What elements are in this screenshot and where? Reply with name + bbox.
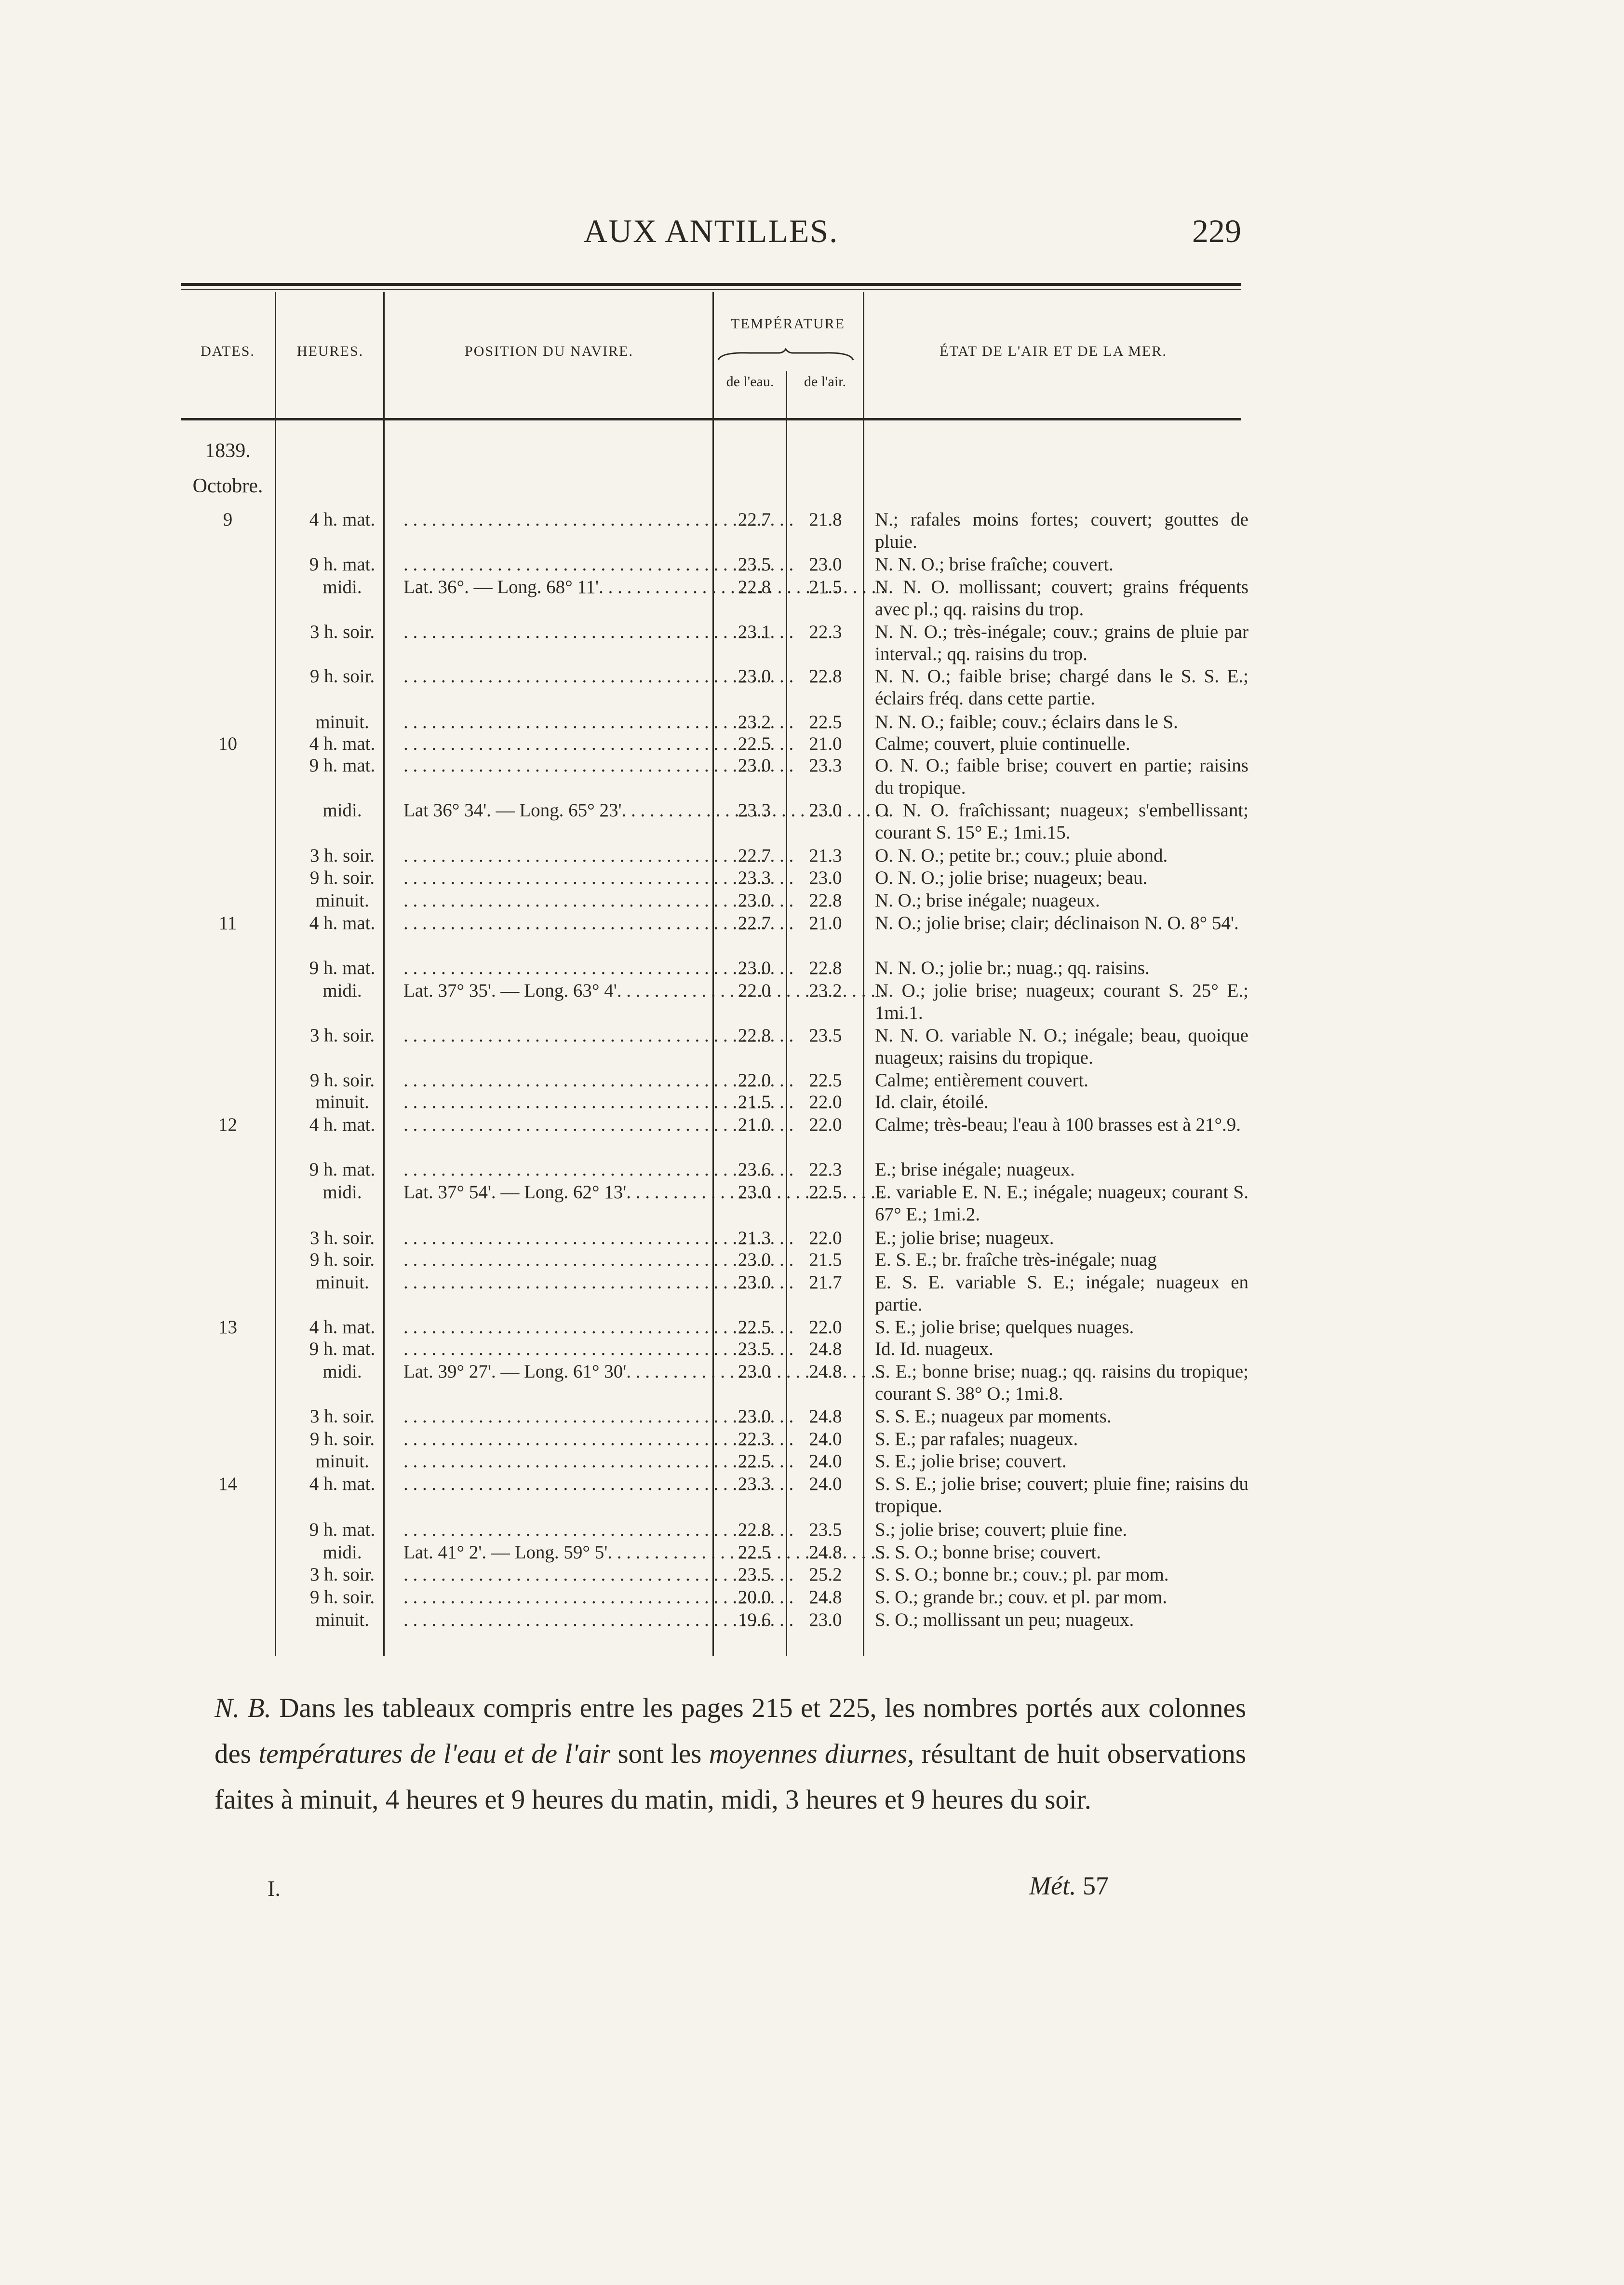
row-conditions: E. variable E. N. E.; inégale; nuageux; courant S. 67° E.; 1mi.2. [875,1182,1248,1225]
row-air-temp: 22.3 [809,1159,842,1180]
row-air-temp: 22.0 [809,1092,842,1112]
row-hour: 9 h. soir. [309,867,375,888]
row-date: 12 [218,1114,237,1135]
row-conditions: S. E.; jolie brise; quelques nuages. [875,1317,1134,1338]
row-conditions: N. N. O. mollissant; couvert; grains fréquents avec pl.; qq. raisins du trop. [875,577,1248,620]
row-water-temp: 22.0 [738,980,771,1001]
row-air-temp: 21.7 [809,1272,842,1293]
header-air: de l'air. [804,374,846,390]
row-conditions: S. S. E.; nuageux par moments. [875,1406,1112,1427]
row-hour: 3 h. soir. [309,1406,375,1427]
row-conditions: O. N. O. fraîchissant; nuageux; s'embellissant; courant S. 15° E.; 1mi.15. [875,800,1248,843]
row-conditions: S. E.; par rafales; nuageux. [875,1429,1078,1449]
header-etat: ÉTAT DE L'AIR ET DE LA MER. [940,343,1167,359]
row-water-temp: 23.2 [738,712,771,732]
row-position: Lat. 36°. — Long. 68° 11'. . . . . . [403,576,890,598]
row-hour: midi. [322,1542,362,1563]
footer-label: Mét. [1029,1871,1076,1900]
row-air-temp: 23.5 [809,1519,842,1540]
row-air-temp: 21.0 [809,913,842,933]
row-water-temp: 22.8 [738,1025,771,1046]
row-water-temp: 23.6 [738,1159,771,1180]
row-hour: 4 h. mat. [309,1474,376,1494]
row-air-temp: 24.8 [809,1361,842,1382]
row-water-temp: 22.7 [738,509,771,530]
row-water-temp: 19.6 [738,1609,771,1630]
row-conditions: E.; brise inégale; nuageux. [875,1159,1075,1180]
page-number: 229 [1192,213,1241,249]
row-position: Lat. 41° 2'. — Long. 59° 5'. . . . . [403,1541,890,1564]
row-air-temp: 22.0 [809,1114,842,1135]
row-hour: 3 h. soir. [309,1564,375,1585]
row-conditions: O. N. O.; jolie brise; nuageux; beau. [875,867,1148,888]
row-hour: minuit. [315,712,369,732]
row-hour: midi. [322,980,362,1001]
column-divider-dates [275,292,276,1656]
row-water-temp: 23.0 [738,890,771,911]
row-conditions: Calme; entièrement couvert. [875,1070,1088,1091]
row-water-temp: 23.0 [738,1182,771,1203]
row-hour: midi. [322,800,362,821]
row-hour: 4 h. mat. [309,1317,376,1338]
temperature-brace [716,348,856,363]
row-water-temp: 23.0 [738,1272,771,1293]
row-hour: 9 h. mat. [309,1339,376,1359]
header-temperature: TEMPÉRATURE [730,316,845,332]
row-air-temp: 21.8 [809,509,842,530]
row-air-temp: 24.0 [809,1451,842,1472]
row-hour: 3 h. soir. [309,845,375,866]
row-water-temp: 22.5 [738,1542,771,1563]
row-water-temp: 22.5 [738,733,771,754]
row-air-temp: 22.0 [809,1228,842,1248]
row-air-temp: 24.0 [809,1474,842,1494]
row-water-temp: 21.3 [738,1228,771,1248]
row-water-temp: 22.3 [738,1429,771,1449]
row-conditions: Calme; couvert, pluie continuelle. [875,733,1130,754]
row-date: 11 [218,913,237,933]
row-air-temp: 23.5 [809,1025,842,1046]
row-water-temp: 22.7 [738,913,771,933]
row-water-temp: 23.0 [738,1249,771,1270]
footer-number: 57 [1082,1871,1109,1900]
note-text-3: résultant de huit observations faites à minuit, 4 heures et 9 heures du matin, midi, 3 heures et 9 heures du soir. [215,1739,1247,1815]
nb-note [215,1685,1246,1823]
row-air-temp: 24.8 [809,1587,842,1608]
row-water-temp: 23.5 [738,1564,771,1585]
row-conditions: N. N. O.; brise fraîche; couvert. [875,554,1114,575]
note-emphasis-2: moyennes diurnes, [709,1739,914,1769]
signature-mark: I. [268,1876,281,1901]
row-conditions: Calme; très-beau; l'eau à 100 brasses est à 21°.9. [875,1114,1241,1135]
row-water-temp: 20.0 [738,1587,771,1608]
row-air-temp: 22.8 [809,958,842,978]
row-air-temp: 24.8 [809,1542,842,1563]
row-date: 10 [218,733,237,754]
row-hour: 9 h. soir. [309,1429,375,1449]
row-air-temp: 21.0 [809,733,842,754]
row-air-temp: 24.0 [809,1429,842,1449]
row-hour: 9 h. soir. [309,1249,375,1270]
page-header [181,212,1241,265]
row-conditions: S. S. O.; bonne br.; couv.; pl. par mom. [875,1564,1169,1585]
row-hour: minuit. [315,1451,369,1472]
row-water-temp: 21.5 [738,1092,771,1112]
row-hour: 9 h. mat. [309,1519,376,1540]
row-water-temp: 23.3 [738,1474,771,1494]
row-water-temp: 23.0 [738,755,771,776]
row-air-temp: 22.3 [809,622,842,642]
row-hour: 3 h. soir. [309,622,375,642]
row-position: Lat. 37° 35'. — Long. 63° 4'. . . . [403,980,890,1002]
row-hour: 9 h. soir. [309,1587,375,1608]
row-water-temp: 23.0 [738,1406,771,1427]
header-rule [181,418,1241,420]
row-water-temp: 22.8 [738,577,771,597]
row-hour: minuit. [315,1609,369,1630]
top-rule-thin [181,289,1241,290]
row-conditions: N. N. O.; faible; couv.; éclairs dans le S. [875,712,1178,732]
row-date: 14 [218,1474,237,1494]
row-air-temp: 22.8 [809,890,842,911]
row-air-temp: 25.2 [809,1564,842,1585]
row-air-temp: 23.0 [809,1609,842,1630]
row-conditions: N. N. O.; faible brise; chargé dans le S. S. E.; éclairs fréq. dans cette partie. [875,666,1248,709]
row-hour: 3 h. soir. [309,1025,375,1046]
row-hour: 9 h. mat. [309,1159,376,1180]
row-hour: 9 h. mat. [309,554,376,575]
row-hour: 4 h. mat. [309,1114,376,1135]
row-date: 13 [218,1317,237,1338]
row-conditions: Id. Id. nuageux. [875,1339,993,1359]
row-conditions: E. S. E. variable S. E.; inégale; nuageux en partie. [875,1272,1248,1315]
row-conditions: O. N. O.; petite br.; couv.; pluie abond. [875,845,1168,866]
row-hour: midi. [322,1361,362,1382]
row-hour: minuit. [315,1092,369,1112]
row-air-temp: 23.2 [809,980,842,1001]
row-hour: 4 h. mat. [309,733,376,754]
row-position: Lat 36° 34'. — Long. 65° 23'. . . . [403,799,890,822]
row-water-temp: 23.0 [738,666,771,687]
row-water-temp: 23.3 [738,800,771,821]
row-water-temp: 22.5 [738,1317,771,1338]
row-hour: 4 h. mat. [309,913,376,933]
row-water-temp: 22.0 [738,1070,771,1091]
top-rule [181,283,1241,286]
row-air-temp: 23.0 [809,554,842,575]
row-hour: 3 h. soir. [309,1228,375,1248]
note-emphasis-1: températures de l'eau et de l'air [258,1739,611,1769]
row-date: 9 [223,509,233,530]
row-water-temp: 23.5 [738,554,771,575]
row-air-temp: 21.5 [809,1249,842,1270]
row-hour: 9 h. soir. [309,1070,375,1091]
header-heures: HEURES. [296,343,364,359]
row-position: Lat. 37° 54'. — Long. 62° 13'. . . . [403,1181,890,1203]
row-conditions: S. O.; mollissant un peu; nuageux. [875,1609,1134,1630]
row-hour: midi. [322,1182,362,1203]
row-air-temp: 23.0 [809,800,842,821]
row-conditions: N. O.; jolie brise; clair; déclinaison N. O. 8° 54'. [875,913,1239,933]
row-conditions: N. N. O.; très-inégale; couv.; grains de pluie par interval.; qq. raisins du trop. [875,622,1248,664]
note-text-2: sont les [617,1739,702,1769]
row-air-temp: 23.0 [809,867,842,888]
row-air-temp: 22.8 [809,666,842,687]
row-hour: 9 h. soir. [309,666,375,687]
row-position: Lat. 39° 27'. — Long. 61° 30'. . . . [403,1361,890,1383]
row-conditions: E.; jolie brise; nuageux. [875,1228,1054,1248]
row-conditions: O. N. O.; faible brise; couvert en partie; raisins du tropique. [875,755,1248,798]
row-conditions: S. S. O.; bonne brise; couvert. [875,1542,1101,1563]
row-hour: minuit. [315,1272,369,1293]
row-conditions: N. O.; brise inégale; nuageux. [875,890,1100,911]
row-conditions: E. S. E.; br. fraîche très-inégale; nuag [875,1249,1157,1270]
year-label: 1839. [205,440,251,462]
header-eau: de l'eau. [726,374,774,390]
row-air-temp: 22.5 [809,1070,842,1091]
row-air-temp: 22.0 [809,1317,842,1338]
footer-reference [1029,1871,1109,1901]
row-hour: 4 h. mat. [309,509,376,530]
row-air-temp: 24.8 [809,1339,842,1359]
header-position: POSITION DU NAVIRE. [465,343,633,359]
row-conditions: N. O.; jolie brise; nuageux; courant S. 25° E.; 1mi.1. [875,980,1248,1023]
row-conditions: S.; jolie brise; couvert; pluie fine. [875,1519,1127,1540]
month-label: Octobre. [192,475,263,497]
row-conditions: S. S. E.; jolie brise; couvert; pluie fine; raisins du tropique. [875,1474,1248,1516]
row-water-temp: 23.0 [738,1361,771,1382]
row-water-temp: 23.1 [738,622,771,642]
row-air-temp: 24.8 [809,1406,842,1427]
row-water-temp: 23.3 [738,867,771,888]
row-hour: minuit. [315,890,369,911]
row-water-temp: 22.5 [738,1451,771,1472]
row-conditions: N. N. O. variable N. O.; inégale; beau, quoique nuageux; raisins du tropique. [875,1025,1248,1068]
running-title: AUX ANTILLES. [583,213,839,249]
header-dates: DATES. [201,343,255,359]
row-conditions: S. E.; bonne brise; nuag.; qq. raisins du tropique; courant S. 38° O.; 1mi.8. [875,1361,1248,1404]
note-text-1: Dans les tableaux compris entre les pages 215 et 225, les nombres portés aux colonnes des [215,1693,1246,1769]
row-water-temp: 21.0 [738,1114,771,1135]
row-hour: midi. [322,577,362,597]
row-water-temp: 22.7 [738,845,771,866]
row-conditions: Id. clair, étoilé. [875,1092,989,1112]
row-water-temp: 23.5 [738,1339,771,1359]
row-water-temp: 22.8 [738,1519,771,1540]
row-conditions: S. O.; grande br.; couv. et pl. par mom. [875,1587,1168,1608]
row-hour: 9 h. mat. [309,755,376,776]
row-air-temp: 21.3 [809,845,842,866]
row-air-temp: 21.5 [809,577,842,597]
row-air-temp: 22.5 [809,1182,842,1203]
row-air-temp: 23.3 [809,755,842,776]
row-water-temp: 23.0 [738,958,771,978]
row-conditions: N.; rafales moins fortes; couvert; gouttes de pluie. [875,509,1248,552]
row-conditions: N. N. O.; jolie br.; nuag.; qq. raisins. [875,958,1150,978]
row-air-temp: 22.5 [809,712,842,732]
row-hour: 9 h. mat. [309,958,376,978]
row-conditions: S. E.; jolie brise; couvert. [875,1451,1067,1472]
note-lead: N. B. [215,1693,271,1723]
